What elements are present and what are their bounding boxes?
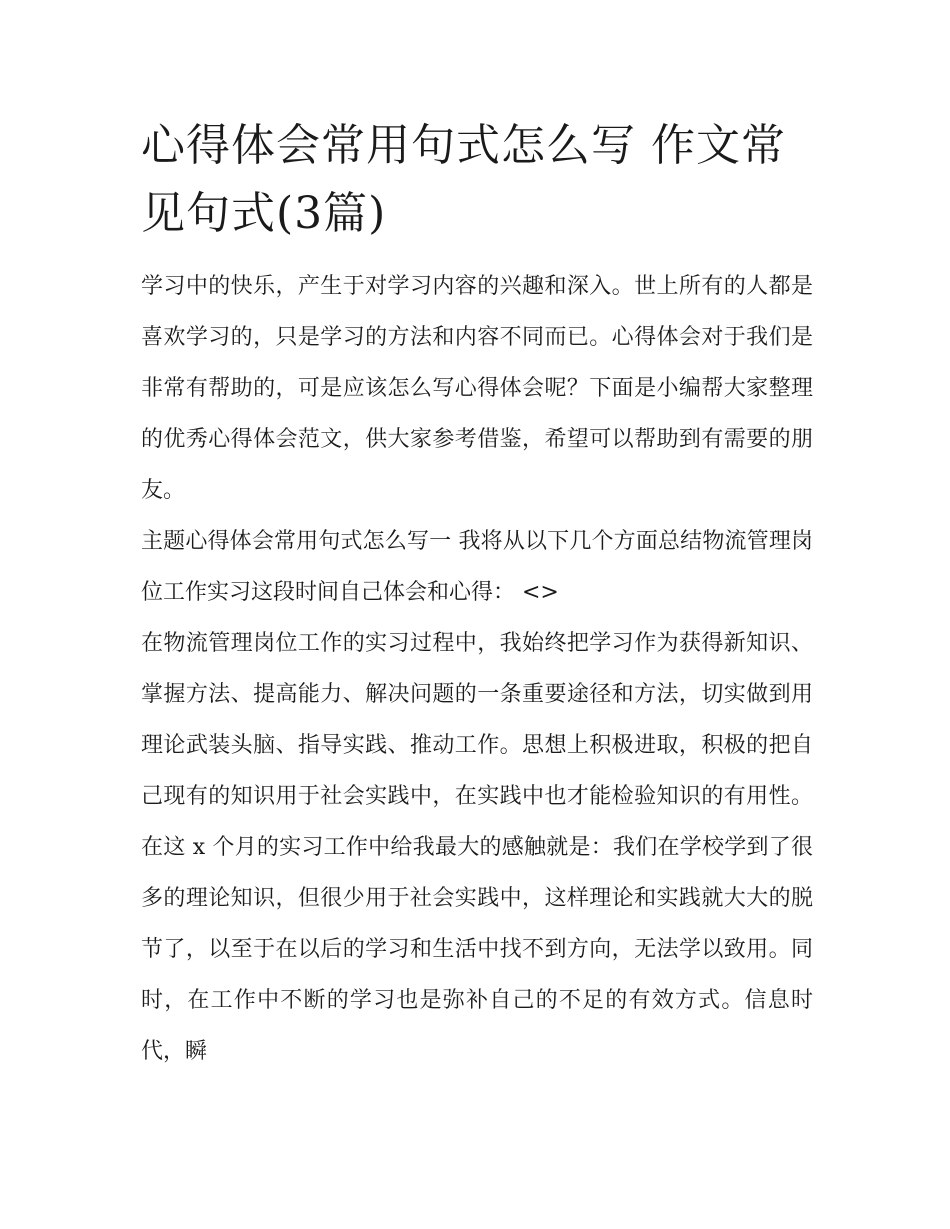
paragraph-intro: 学习中的快乐，产生于对学习内容的兴趣和深入。世上所有的人都是喜欢学习的，只是学习的方法和内容不同而已。心得体会对于我们是非常有帮助的，可是应该怎么写心得体会呢？下面是小编帮大家整理的优秀心得体会范文，供大家参考借鉴，希望可以帮助到有需要的朋友。 <box>141 274 813 503</box>
document-body <box>141 112 813 1077</box>
paragraph-topic: 主题心得体会常用句式怎么写一 我将从以下几个方面总结物流管理岗位工作实习这段时间自己体会和心得： <> <box>141 529 813 605</box>
paragraph-body: 在物流管理岗位工作的实习过程中，我始终把学习作为获得新知识、掌握方法、提高能力、解决问题的一条重要途径和方法，切实做到用理论武装头脑、指导实践、推动工作。思想上积极进取，积极的把自己现有的知识用于社会实践中，在实践中也才能检验知识的有用性。在这 x 个月的实习工作中给我最大的感触就是：我们在学校学到了很多的理论知识，但很少用于社会实践中，这样理论和实践就大大的脱节了，以至于在以后的学习和生活中找不到方向，无法学以致用。同时，在工作中不断的学习也是弥补自己的不足的有效方式。信息时代，瞬 <box>141 631 813 1064</box>
document-title: 心得体会常用句式怎么写 作文常见句式(3篇) <box>141 120 786 239</box>
